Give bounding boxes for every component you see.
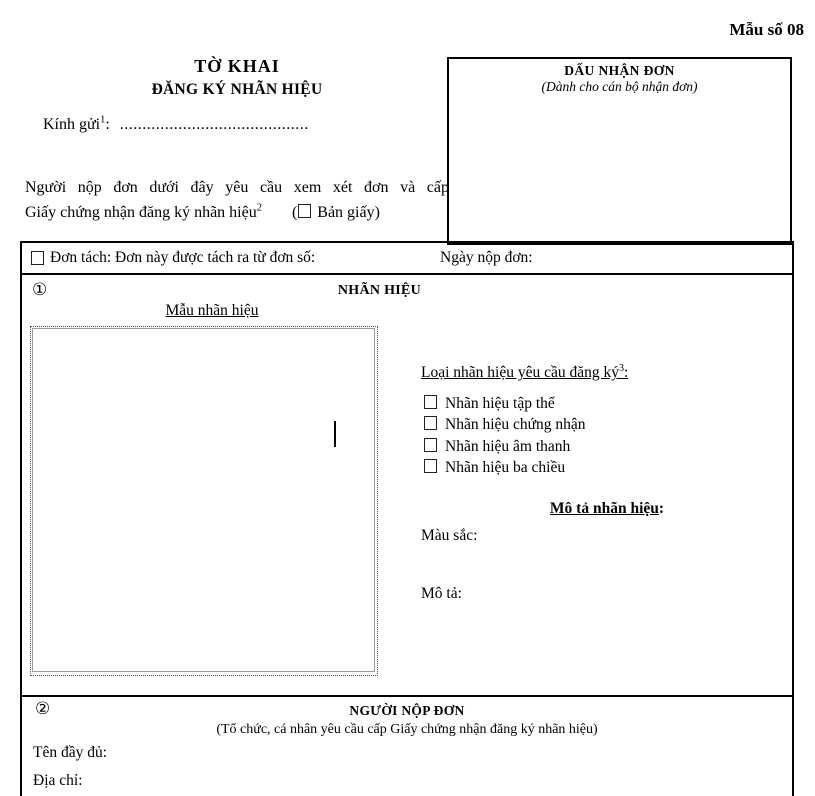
certification-mark-checkbox[interactable] bbox=[424, 416, 437, 430]
certification-mark-label: Nhãn hiệu chứng nhận bbox=[445, 416, 586, 434]
checkbox-item-certification-mark bbox=[424, 416, 586, 437]
checkbox-item-sound-mark bbox=[424, 438, 586, 459]
collective-mark-label: Nhãn hiệu tập thể bbox=[445, 395, 555, 412]
mark-sample-box[interactable] bbox=[30, 326, 378, 676]
form-number: Mẫu số 08 bbox=[729, 20, 804, 39]
mark-type-heading-text: Loại nhãn hiệu yêu cầu đăng ký bbox=[421, 364, 619, 381]
greeting-dotted-line[interactable]: .......................................... bbox=[119, 116, 309, 133]
mark-sample-inner-frame bbox=[32, 328, 375, 672]
mark-type-heading bbox=[421, 364, 628, 382]
request-line1: Người nộp đơn dưới đây yêu cầu xem xét đơn và cấp bbox=[25, 179, 449, 196]
mark-type-heading-colon: : bbox=[624, 364, 629, 381]
3d-mark-label: Nhãn hiệu ba chiều bbox=[445, 458, 566, 476]
color-field-label: Màu sắc: bbox=[421, 527, 478, 544]
checkbox-item-3d-mark bbox=[424, 459, 586, 480]
greeting-footnote-ref: 1 bbox=[100, 114, 106, 126]
sound-mark-checkbox[interactable] bbox=[424, 438, 437, 452]
form-title-line2: ĐĂNG KÝ NHÃN HIỆU bbox=[151, 81, 323, 98]
form-table bbox=[20, 241, 794, 796]
section1-number: ① bbox=[32, 280, 48, 299]
divisional-application-checkbox[interactable] bbox=[31, 251, 44, 265]
section2-title: NGƯỜI NỘP ĐƠN bbox=[349, 703, 465, 718]
mark-description-heading bbox=[421, 500, 793, 518]
greeting-colon: : bbox=[105, 116, 110, 133]
checkbox-item-collective-mark bbox=[424, 395, 586, 416]
greeting-label: Kính gửi bbox=[43, 116, 101, 133]
section2-number: ② bbox=[35, 699, 51, 718]
description-field-label: Mô tả: bbox=[421, 585, 462, 602]
collective-mark-checkbox[interactable] bbox=[424, 395, 437, 409]
section1-title: NHÃN HIỆU bbox=[337, 283, 422, 298]
paper-copy-label: Bản giấy) bbox=[317, 203, 380, 221]
stamp-box-subtitle: (Dành cho cán bộ nhận đơn) bbox=[541, 79, 698, 94]
request-paragraph bbox=[25, 176, 449, 225]
sound-mark-label: Nhãn hiệu âm thanh bbox=[445, 437, 571, 455]
greeting-line bbox=[43, 116, 309, 134]
divisional-application-label: Đơn tách: Đơn này được tách ra từ đơn số: bbox=[50, 249, 316, 266]
fullname-field-label: Tên đầy đủ: bbox=[33, 744, 108, 761]
mark-type-footnote-ref: 3 bbox=[619, 362, 625, 374]
paper-copy-option bbox=[292, 204, 380, 221]
paper-open-paren: ( bbox=[291, 203, 298, 221]
form-title bbox=[25, 56, 449, 99]
3d-mark-checkbox[interactable] bbox=[424, 459, 437, 473]
mark-description-heading-text: Mô tả nhãn hiệu bbox=[549, 500, 659, 517]
section-trademark bbox=[22, 275, 792, 697]
request-line2 bbox=[25, 201, 449, 226]
text-cursor bbox=[334, 421, 336, 447]
mark-sample-label: Mẫu nhãn hiệu bbox=[165, 302, 259, 319]
request-line2-text: Giấy chứng nhận đăng ký nhãn hiệu bbox=[25, 203, 257, 221]
divisional-application-row bbox=[22, 243, 792, 275]
request-footnote-ref: 2 bbox=[256, 202, 262, 214]
section-applicant bbox=[22, 697, 792, 796]
paper-copy-checkbox[interactable] bbox=[298, 204, 311, 218]
mark-description-heading-colon: : bbox=[658, 500, 665, 517]
mark-type-checkbox-list bbox=[424, 395, 586, 480]
section2-subtitle: (Tổ chức, cá nhân yêu cầu cấp Giấy chứng nhận đăng ký nhãn hiệu) bbox=[216, 722, 598, 737]
filing-date-label: Ngày nộp đơn: bbox=[440, 249, 533, 266]
form-title-line1: TỜ KHAI bbox=[194, 56, 280, 76]
receipt-stamp-box bbox=[447, 57, 792, 245]
address-field-label: Địa chỉ: bbox=[33, 772, 83, 789]
stamp-box-title: DẤU NHẬN ĐƠN bbox=[564, 63, 675, 78]
